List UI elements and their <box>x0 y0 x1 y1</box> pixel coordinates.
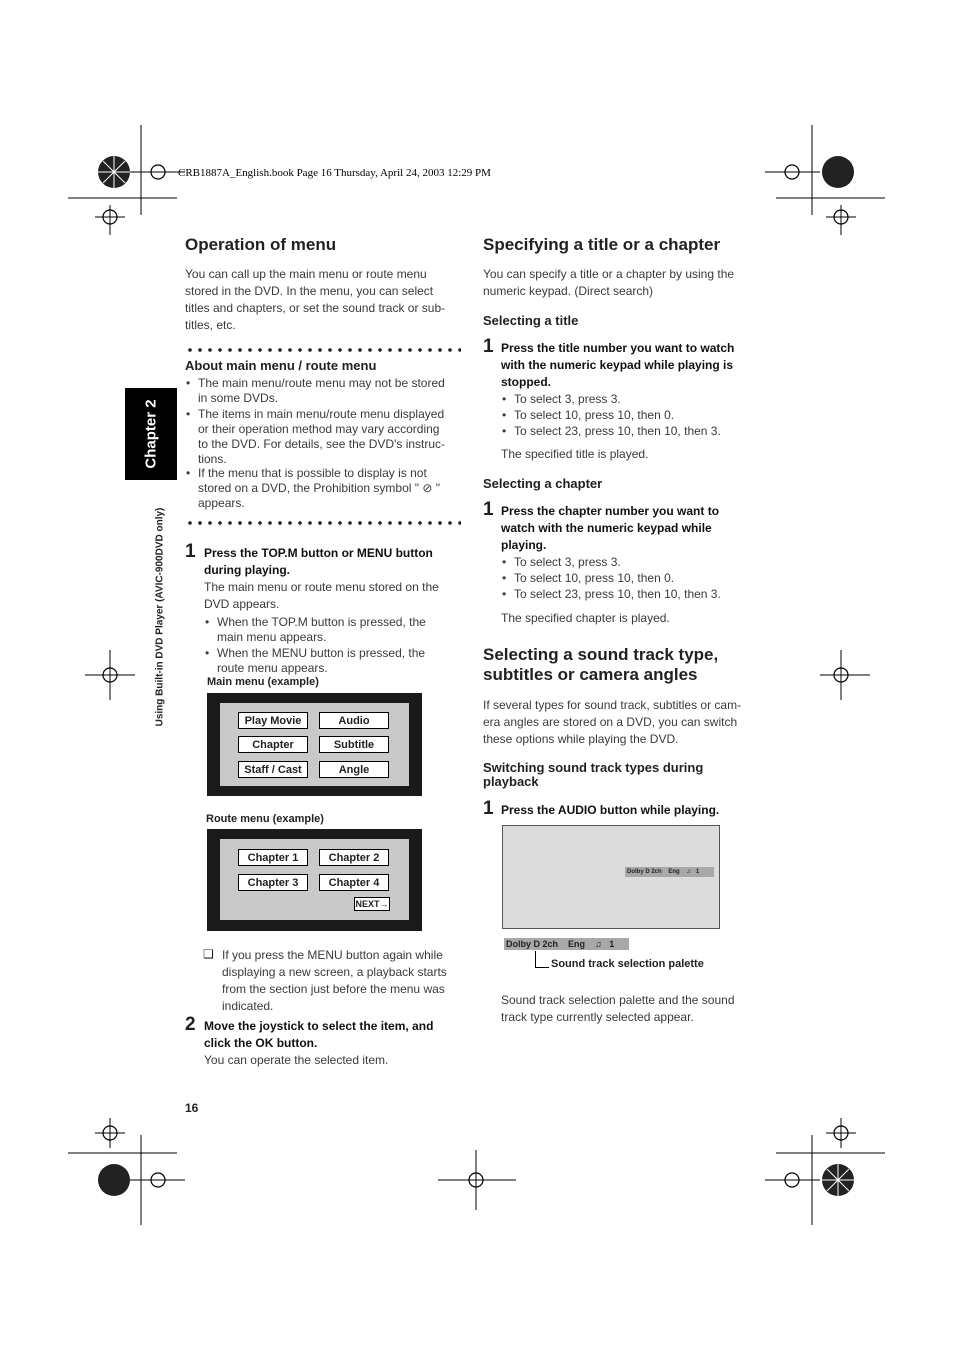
selecting-chapter-heading: Selecting a chapter <box>483 476 603 491</box>
list-item: • To select 10, press 10, then 0. <box>514 571 674 586</box>
audio-step: Press the AUDIO button while playing. <box>501 803 720 817</box>
menu-button-staff-cast[interactable]: Staff / Cast <box>238 761 308 778</box>
page-number: 16 <box>185 1101 199 1115</box>
palette-small: Dolby D 2ch Eng ♫ 1 <box>625 867 714 877</box>
route-button-chapter-1[interactable]: Chapter 1 <box>238 849 308 866</box>
list-item: • When the MENU button is pressed, the route menu appears. <box>217 646 425 676</box>
list-item: • When the TOP.M button is pressed, the main menu appears. <box>217 615 426 645</box>
side-label: Using Built-in DVD Player (AVIC-900DVD only) <box>154 507 166 727</box>
menu-button-subtitle[interactable]: Subtitle <box>319 736 389 753</box>
route-button-chapter-4[interactable]: Chapter 4 <box>319 874 389 891</box>
menu-button-angle[interactable]: Angle <box>319 761 389 778</box>
menu-button-play-movie[interactable]: Play Movie <box>238 712 308 729</box>
right-intro1: You can specify a title or a chapter by using the numeric keypad. (Direct search) <box>483 267 735 298</box>
route-button-chapter-3[interactable]: Chapter 3 <box>238 874 308 891</box>
select-chapter-step: Press the chapter number you want to watch with the numeric keypad while playing. <box>501 504 720 552</box>
step2-text: Move the joystick to select the item, and click the OK button. <box>204 1019 434 1050</box>
menu-button-chapter[interactable]: Chapter <box>238 736 308 753</box>
list-item: • To select 3, press 3. <box>514 392 621 407</box>
selecting-title-heading: Selecting a title <box>483 313 579 328</box>
step1-text: Press the TOP.M button or MENU button during playing. <box>204 546 433 577</box>
palette-desc: Sound track selection palette and the sound track type currently selected appear. <box>501 993 735 1024</box>
list-item: • If the menu that is possible to display is not stored on a DVD, the Prohibition symbol " ⊘ " appears. <box>198 466 440 511</box>
right-intro2: If several types for sound track, subtitles or cam- era angles are stored on a DVD, you can switch these options while playing the DVD. <box>483 698 742 746</box>
step-number: 1 <box>483 798 494 819</box>
dotted-divider <box>185 347 461 353</box>
list-item: • The main menu/route menu may not be stored in some DVDs. <box>198 376 445 406</box>
palette-large: Dolby D 2ch Eng ♫ 1 <box>504 938 629 950</box>
route-next-button[interactable]: NEXT→ <box>355 899 389 909</box>
step-number: 1 <box>185 541 196 562</box>
step-number: 1 <box>483 499 494 520</box>
specifying-title-chapter-heading: Specifying a title or a chapter <box>483 235 721 254</box>
callout-line <box>535 967 549 968</box>
dotted-divider <box>185 520 461 526</box>
audio-screen <box>502 825 720 929</box>
list-item: • The items in main menu/route menu displayed or their operation method may vary according to the DVD. For details, see the DVD's instruc- tions. <box>198 407 445 467</box>
note-icon: ❑ <box>203 947 214 961</box>
route-menu-screen <box>207 829 422 931</box>
list-item: • To select 23, press 10, then 10, then 3. <box>514 424 721 439</box>
palette-label: Sound track selection palette <box>551 958 704 970</box>
main-menu-screen <box>207 693 422 796</box>
route-button-chapter-2[interactable]: Chapter 2 <box>319 849 389 866</box>
file-info-header: CRB1887A_English.book Page 16 Thursday, April 24, 2003 12:29 PM <box>178 167 491 179</box>
step-number: 1 <box>483 336 494 357</box>
step2-desc: You can operate the selected item. <box>204 1053 389 1067</box>
step-number: 2 <box>185 1014 196 1035</box>
select-title-step: Press the title number you want to watch with the numeric keypad while playing is stopped. <box>501 341 735 389</box>
callout-line <box>535 951 536 968</box>
route-menu-caption: Route menu (example) <box>206 813 324 825</box>
note-text: If you press the MENU button again while displaying a new screen, a playback starts from the section just before the menu was indicated. <box>222 948 447 1013</box>
step1-desc: The main menu or route menu stored on the DVD appears. <box>204 580 439 611</box>
list-item: • To select 3, press 3. <box>514 555 621 570</box>
sound-track-heading: Selecting a sound track type, subtitles or camera angles <box>483 645 719 684</box>
menu-button-audio[interactable]: Audio <box>319 712 389 729</box>
operation-of-menu-title: Operation of menu <box>185 235 337 254</box>
main-menu-caption: Main menu (example) <box>207 676 319 688</box>
chapter-tab: Chapter 2 <box>125 388 177 480</box>
title-result: The specified title is played. <box>501 447 649 461</box>
switching-sound-heading: Switching sound track types during playback <box>483 760 704 789</box>
list-item: • To select 10, press 10, then 0. <box>514 408 674 423</box>
chapter-result: The specified chapter is played. <box>501 611 670 625</box>
list-item: • To select 23, press 10, then 10, then 3. <box>514 587 721 602</box>
about-menu-heading: About main menu / route menu <box>185 358 377 373</box>
